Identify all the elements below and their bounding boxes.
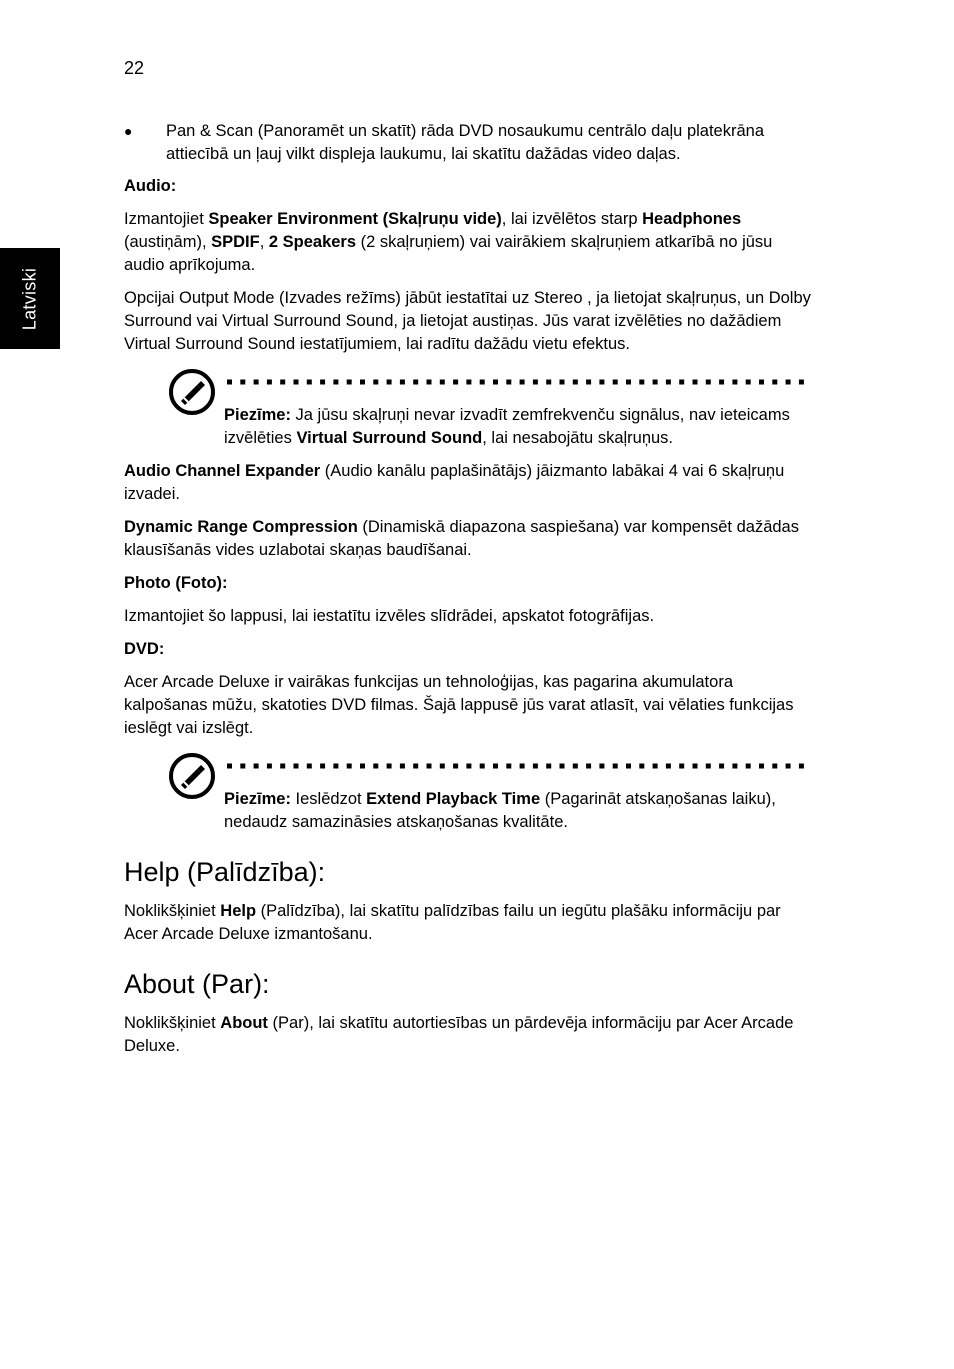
dynamic-range-paragraph: Dynamic Range Compression (Dinamiskā diapazona saspiešana) var kompensēt dažādas klausīšanās vides uzlabotai skaņas baudīšanai. bbox=[124, 518, 799, 559]
bullet-text: Pan & Scan (Panoramēt un skatīt) rāda DVD nosaukumu centrālo daļu platekrāna attiecībā un ļauj vilkt displeja laukumu, lai skatītu dažādas video daļas. bbox=[166, 122, 764, 163]
note-box-1 bbox=[124, 370, 814, 450]
note-2-text: Piezīme: Ieslēdzot Extend Playback Time (Pagarināt atskaņošanas laiku), nedaudz samazināsies atskaņošanas kvalitāte. bbox=[224, 790, 776, 831]
audio-channel-expander-paragraph: Audio Channel Expander (Audio kanālu paplašinātājs) jāizmanto labākai 4 vai 6 skaļruņu izvadei. bbox=[124, 462, 785, 503]
about-heading: About (Par): bbox=[124, 969, 270, 999]
note-divider bbox=[224, 379, 810, 385]
audio-paragraph-1: Izmantojiet Speaker Environment (Skaļruņu vide), lai izvēlētos starp Headphones (austiņām), SPDIF, 2 Speakers (2 skaļruņiem) vai vairākiem skaļruņiem atkarībā no jūsu audio aprīkojuma. bbox=[124, 210, 773, 274]
page-content bbox=[124, 120, 814, 1068]
audio-heading: Audio: bbox=[124, 177, 177, 195]
note-icon bbox=[168, 752, 216, 800]
audio-paragraph-2: Opcijai Output Mode (Izvades režīms) jābūt iestatītai uz Stereo , ja lietojat skaļruņus, un Dolby Surround vai Virtual Surround Sound, ja lietojat austiņas. Jūs varat izvēlēties no dažādiem Virtual Surround Sound iestatījumiem, lai radītu dažādu vietu efektus. bbox=[124, 289, 811, 353]
photo-heading: Photo (Foto): bbox=[124, 574, 228, 592]
help-paragraph: Noklikšķiniet Help (Palīdzība), lai skatītu palīdzības failu un iegūtu plašāku informāciju par Acer Arcade Deluxe izmantošanu. bbox=[124, 902, 781, 943]
help-heading: Help (Palīdzība): bbox=[124, 857, 326, 887]
language-side-tab bbox=[0, 248, 60, 349]
dvd-paragraph: Acer Arcade Deluxe ir vairākas funkcijas un tehnoloģijas, kas pagarina akumulatora kalpošanas mūžu, skatoties DVD filmas. Šajā lappusē jūs varat atlasīt, vai vēlaties funkcijas ieslēgt vai izslēgt. bbox=[124, 673, 794, 737]
note-box-2 bbox=[124, 754, 814, 834]
photo-paragraph: Izmantojiet šo lappusi, lai iestatītu izvēles slīdrādei, apskatot fotogrāfijas. bbox=[124, 607, 655, 625]
page-number: 22 bbox=[124, 58, 145, 78]
bullet-item bbox=[124, 120, 814, 166]
bullet-icon: ● bbox=[124, 123, 133, 139]
note-icon bbox=[168, 368, 216, 416]
note-1-text: Piezīme: Ja jūsu skaļruņi nevar izvadīt zemfrekvenču signālus, nav ieteicams izvēlēties Virtual Surround Sound, lai nesabojātu skaļruņus. bbox=[224, 406, 790, 447]
language-label: Latviski bbox=[19, 267, 40, 330]
dvd-heading: DVD: bbox=[124, 640, 165, 658]
about-paragraph: Noklikšķiniet About (Par), lai skatītu autortiesības un pārdevēja informāciju par Acer Arcade Deluxe. bbox=[124, 1014, 794, 1055]
note-divider bbox=[224, 763, 810, 769]
